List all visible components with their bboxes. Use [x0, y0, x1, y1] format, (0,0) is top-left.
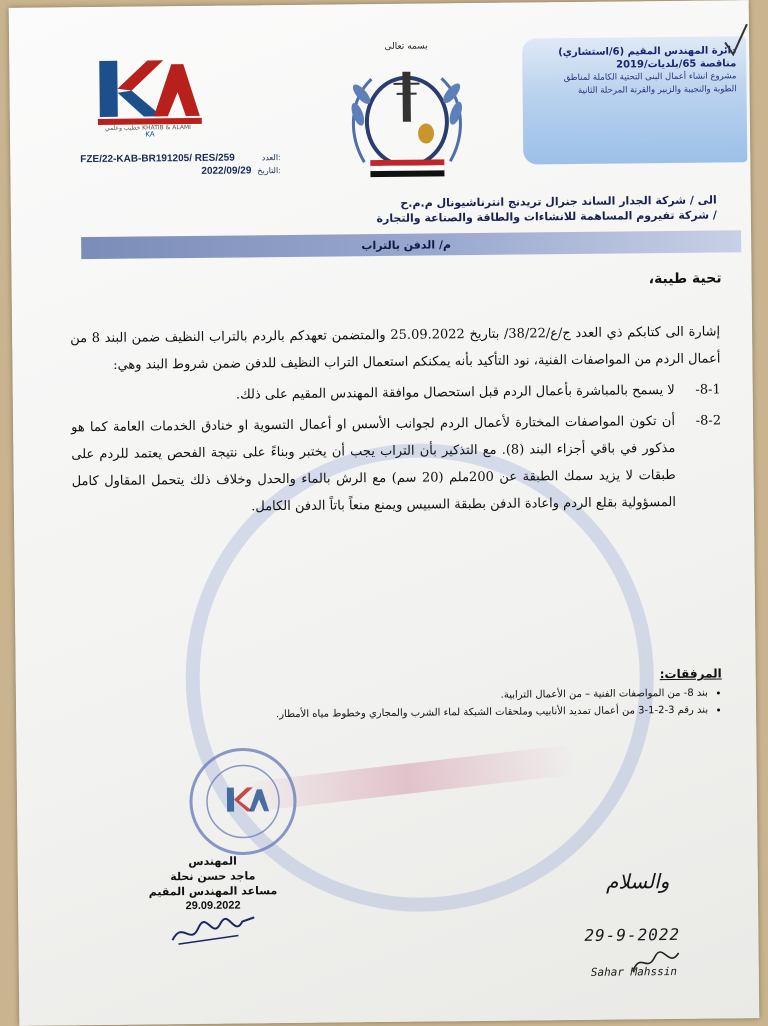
project-line-4: الطوبة والنجيبة والزبير والقرنة المرحلة الثانية: [577, 84, 737, 96]
attachments-title: المرفقات:: [659, 666, 722, 682]
clause-number: 8-2-: [695, 413, 722, 429]
handwritten-date: 29-9-2022: [584, 924, 681, 945]
greeting: تحية طيبة،: [648, 270, 722, 288]
attachment-item: • بند رقم 3-2-1-3 من أعمال تمديد الأنابيب وملحقات الشبكة لماء الشرب والمجاري وخطوط مياه الأمطار.: [68, 702, 708, 726]
letter-date: 2022/09/29: [201, 165, 252, 177]
clause-item: [71, 407, 722, 522]
signer-name: ماجد حسن نحلة: [170, 869, 256, 884]
reference-label: العدد:: [261, 153, 281, 163]
logo-text: KA: [145, 130, 155, 139]
basmala: بسمه تعالى: [384, 41, 428, 52]
project-info-box: [522, 36, 747, 164]
clause-text: لا يسمح بالمباشرة بأعمال الردم قبل استحصال موافقة المهندس المقيم على ذلك.: [235, 382, 675, 403]
clause-text: أن تكون المواصفات المختارة لأعمال الردم لجوانب الأسس او أعمال التسوية او خنادق الخدمات العامة كما هو مذكور في باقي أجزاء البند (8). مع التذكير بأن التراب يجب أن يختبر وبناءً على نتيجة الفحص يعتمد للردم على طبقات لا يزيد سمك الطبقة عن 200ملم (20 سم) مع الرش بالماء والحدل وخلاف ذلك يتحمل المقاول كامل المسؤولية بقلع الردم واعادة الدفن بطبقة السبيس ويمنع منعاً باتاً الدفن الكامل.: [71, 413, 676, 515]
addressee-line-2: / شركة تفيروم المساهمة للانشاءات والطاقة والصناعة والتجارة: [376, 208, 717, 226]
reference-number: FZE/22-KAB-BR191205/ RES/259: [80, 152, 235, 166]
attachments-list: [68, 684, 722, 725]
handwritten-signature-icon: [168, 909, 258, 950]
subject-bar: [81, 230, 741, 259]
body-intro: إشارة الى كتابكم ذي العدد ج/ع/38/22/ بتاريخ 25.09.2022 والمتضمن تعهدكم بالردم بالتراب النظيف ضمن البند 8 من أعمال الردم من المواصفات الفنية، نود التأكيد بأنه يمكنكم استعمال التراب النظيف للدفن ضمن شروط البند وهي:: [70, 324, 721, 373]
clause-item: [71, 376, 721, 410]
signature-date: 29.09.2022: [185, 899, 241, 913]
addressee-block: [77, 192, 717, 229]
date-label: التاريخ:: [257, 166, 281, 176]
emblem-block: [331, 35, 483, 187]
project-line-2: مناقصة 65/بلديات/2019: [616, 58, 737, 71]
signer-title: المهندس: [188, 854, 237, 869]
letter-body: [70, 318, 722, 522]
closing-greeting: والسلام: [605, 869, 670, 894]
attachment-item: • بند 8- من المواصفات الفنية – من الأعمال الترابية.: [68, 685, 708, 709]
signature-block: [138, 853, 289, 915]
handwritten-name: Sahar Mahssin: [590, 964, 677, 979]
reference-block: [80, 151, 280, 179]
engineer-stamp-icon: [186, 745, 299, 858]
project-line-3: مشروع انشاء أعمال البنى التحتية الكاملة لمناطق: [563, 71, 737, 84]
project-line-1: دائرة المهندس المقيم (6/استشاري): [558, 45, 737, 59]
letter-page: [9, 0, 760, 1026]
addressee-line-1: الى / شركة الجدار الساند جنرال تريدنج انترناشيونال م.م.ح: [400, 193, 717, 210]
logo-caption: خطيب وعلمي KHATIB & ALAMI: [104, 124, 191, 132]
clause-number: 8-1-: [695, 382, 721, 398]
subject-text: م/ الدفن بالتراب: [361, 237, 452, 252]
check-mark-icon: [721, 20, 751, 60]
signer-role: مساعد المهندس المقيم: [148, 884, 278, 899]
emblem-icon: [341, 53, 472, 184]
